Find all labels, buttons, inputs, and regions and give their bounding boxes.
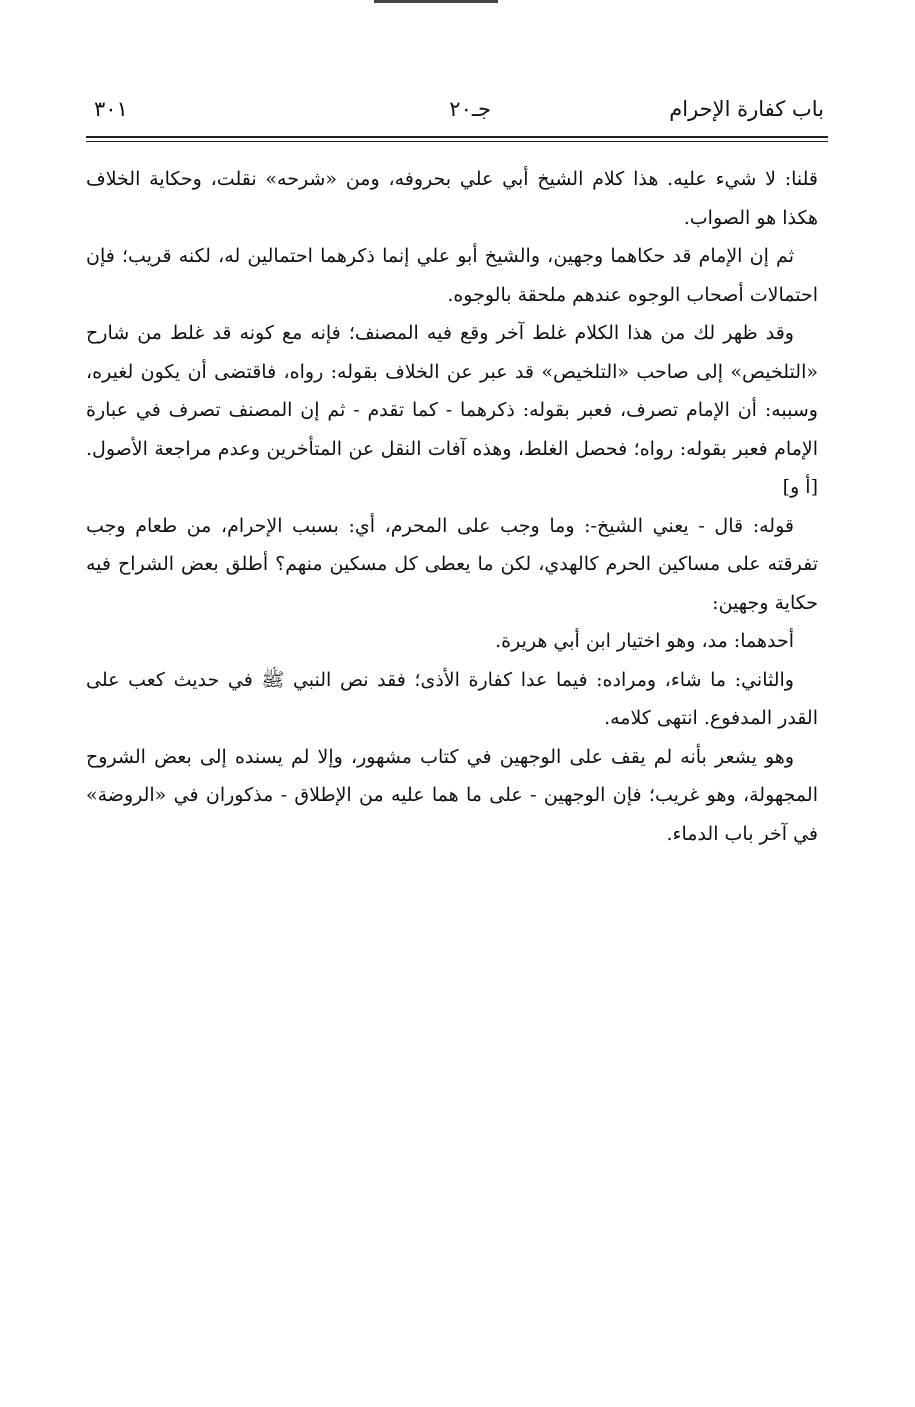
top-decorative-rule bbox=[374, 0, 498, 3]
header-divider-thick bbox=[86, 136, 828, 138]
volume-number: جـ٢٠ bbox=[449, 97, 491, 121]
paragraph-4: قوله: قال - يعني الشيخ-: وما وجب على المحرم، أي: بسبب الإحرام، من طعام وجب تفرقته على مساكين الحرم كالهدي، لكن ما يعطى كل مسكين منهم؟ أطلق بعض الشراح فيه حكاية وجهين: bbox=[86, 514, 818, 614]
paragraph-7: وهو يشعر بأنه لم يقف على الوجهين في كتاب مشهور، وإلا لم يسنده إلى بعض الشروح المجهولة، وهو غريب؛ فإن الوجهين - على ما هما عليه من الإطلاق - مذكوران في «الروضة» في آخر باب الدماء. bbox=[86, 745, 818, 845]
page-body bbox=[86, 160, 818, 853]
page-number: ٣٠١ bbox=[94, 97, 128, 121]
header-divider-thin bbox=[86, 141, 828, 142]
paragraph-1: قلنا: لا شيء عليه. هذا كلام الشيخ أبي علي بحروفه، ومن «شرحه» نقلت، وحكاية الخلاف هكذا هو الصواب. bbox=[86, 168, 818, 229]
paragraph-2: ثم إن الإمام قد حكاهما وجهين، والشيخ أبو علي إنما ذكرهما احتمالين له، لكنه قريب؛ فإن احتمالات أصحاب الوجوه عندهم ملحقة بالوجوه. bbox=[86, 245, 818, 306]
page-header bbox=[94, 94, 824, 124]
chapter-title: باب كفارة الإحرام bbox=[669, 97, 824, 121]
paragraph-6: والثاني: ما شاء، ومراده: فيما عدا كفارة الأذى؛ فقد نص النبي ﷺ في حديث كعب على القدر المدفوع. انتهى كلامه. bbox=[86, 668, 818, 729]
paragraph-3: وقد ظهر لك من هذا الكلام غلط آخر وقع فيه المصنف؛ فإنه مع كونه قد غلط من شارح «التلخيص» إلى صاحب «التلخيص» قد عبر عن الخلاف بقوله: رواه، فاقتضى أن يكون لغيره، وسببه: أن الإمام تصرف، فعبر بقوله: ذكرهما - كما تقدم - ثم إن المصنف تصرف في عبارة الإمام فعبر بقوله: رواه؛ فحصل الغلط، وهذه آفات النقل عن المتأخرين وعدم مراجعة الأصول. [أ و] bbox=[86, 322, 818, 498]
paragraph-5: أحدهما: مد، وهو اختيار ابن أبي هريرة. bbox=[495, 630, 794, 652]
